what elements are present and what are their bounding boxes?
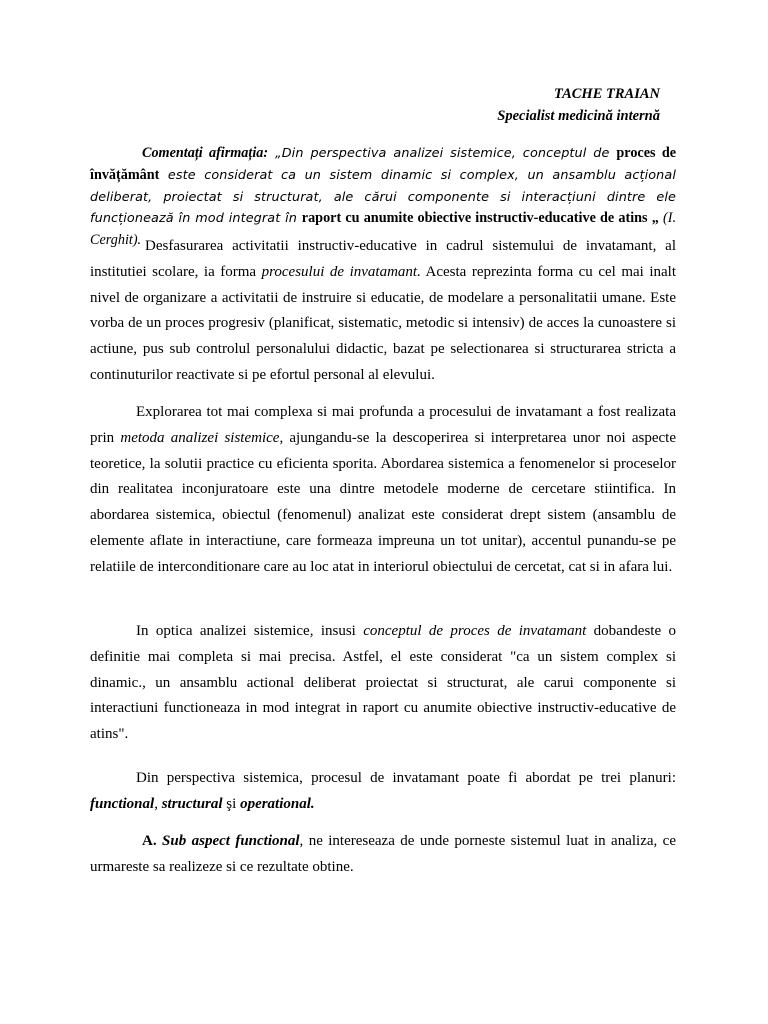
paragraph-1-text-b: Acesta reprezinta forma cu cel mai inalt nivel de organizare a activitatii de instruire si educatie, de modelare a personalitatii umane. Este vorba de un proces progresiv (planificat, sistematic, metodic si intensiv) de acces la cunoastere si actiune, pus sub controlul personalului didactic, bazat pe selectionarea si structurarea stricta a continuturilor reactivate si pe efortul personal al elevului. xyxy=(90,263,677,383)
paragraph-1 xyxy=(90,234,676,389)
assignment-citation: (I. Cerghit). xyxy=(90,210,677,249)
paragraph-2-text-a: Explorarea tot mai complexa si mai profunda a procesului de invatamant a fost realizata prin xyxy=(90,404,676,446)
assignment-term-2: raport cu anumite obiective instructiv-educative de atins „ xyxy=(301,210,659,227)
assignment-quote-mid: este considerat ca un sistem dinamic si complex, un ansamblu acțional deliberat, proiectat si structurat, ale cărui componente si interacțiuni dintre ele funcționează în mod integrat în xyxy=(90,167,676,227)
plan-functional: functional xyxy=(90,795,155,812)
assignment-label: Comentați afirmația: xyxy=(142,145,269,161)
paragraph-2 xyxy=(90,400,676,581)
assignment-quote-open: „Din perspectiva analizei sistemice, conceptul de xyxy=(268,146,617,161)
paragraph-4 xyxy=(90,766,676,818)
paragraph-5 xyxy=(90,829,676,881)
paragraph-3-emphasis: conceptul de proces de invatamant xyxy=(363,623,587,639)
paragraph-3-text-a: In optica analizei sistemice, insusi xyxy=(136,623,364,639)
paragraph-3 xyxy=(90,619,676,748)
paragraph-1-text-a: Desfasurarea activitatii instructiv-educative in cadrul sistemului de invatamant, al institutiei scolare, ia forma xyxy=(90,238,676,280)
paragraph-2-emphasis: metoda analizei sistemice xyxy=(120,429,280,446)
author-role: Specialist medicină internă xyxy=(497,108,660,124)
author-name: TACHE TRAIAN xyxy=(554,86,660,102)
assignment-term-1: proces de învățământ xyxy=(90,145,677,183)
paragraph-3-text-b: dobandeste o definitie mai completa si mai precisa. Astfel, el este considerat "ca un sistem complex si dinamic., un ansamblu actional deliberat proiectat si structurat, ale carui componente si interactiuni functioneaza in mod integrat in raport cu anumite obiective instructiv-educative de atins". xyxy=(90,623,676,743)
plan-structural: structural xyxy=(161,795,223,812)
paragraph-5-text: , ne intereseaza de unde porneste sistemul luat in analiza, ce urmareste sa realizeze si ce rezultate obtine. xyxy=(90,833,677,875)
section-letter: A. xyxy=(142,833,157,849)
paragraph-4-sep-2: şi xyxy=(222,795,241,812)
paragraph-1-emphasis: procesului de invatamant. xyxy=(261,263,421,280)
section-term: Sub aspect functional xyxy=(162,833,300,849)
paragraph-2-text-b: , ajungandu-se la descoperirea si interpretarea unor noi aspecte teoretice, la solutii practice cu eficienta sporita. Abordarea sistemica a fenomenelor si proceselor din realitatea inconjuratoare este una dintre metodele moderne de cercetare stiintifica. In abordarea sistemica, obiectul (fenomenul) analizat este considerat drept sistem (ansamblu de elemente aflate in interactiune, care formeaza impreuna un tot unitar), accentul punandu-se pe relatiile de interconditionare care au loc atat in interiorul obiectului de cercetat, cat si in afara lui. xyxy=(90,429,676,575)
paragraph-4-text: Din perspectiva sistemica, procesul de invatamant poate fi abordat pe trei planuri: xyxy=(136,770,676,786)
plan-operational: operational. xyxy=(240,795,315,812)
paragraph-4-sep-1: , xyxy=(154,795,162,812)
